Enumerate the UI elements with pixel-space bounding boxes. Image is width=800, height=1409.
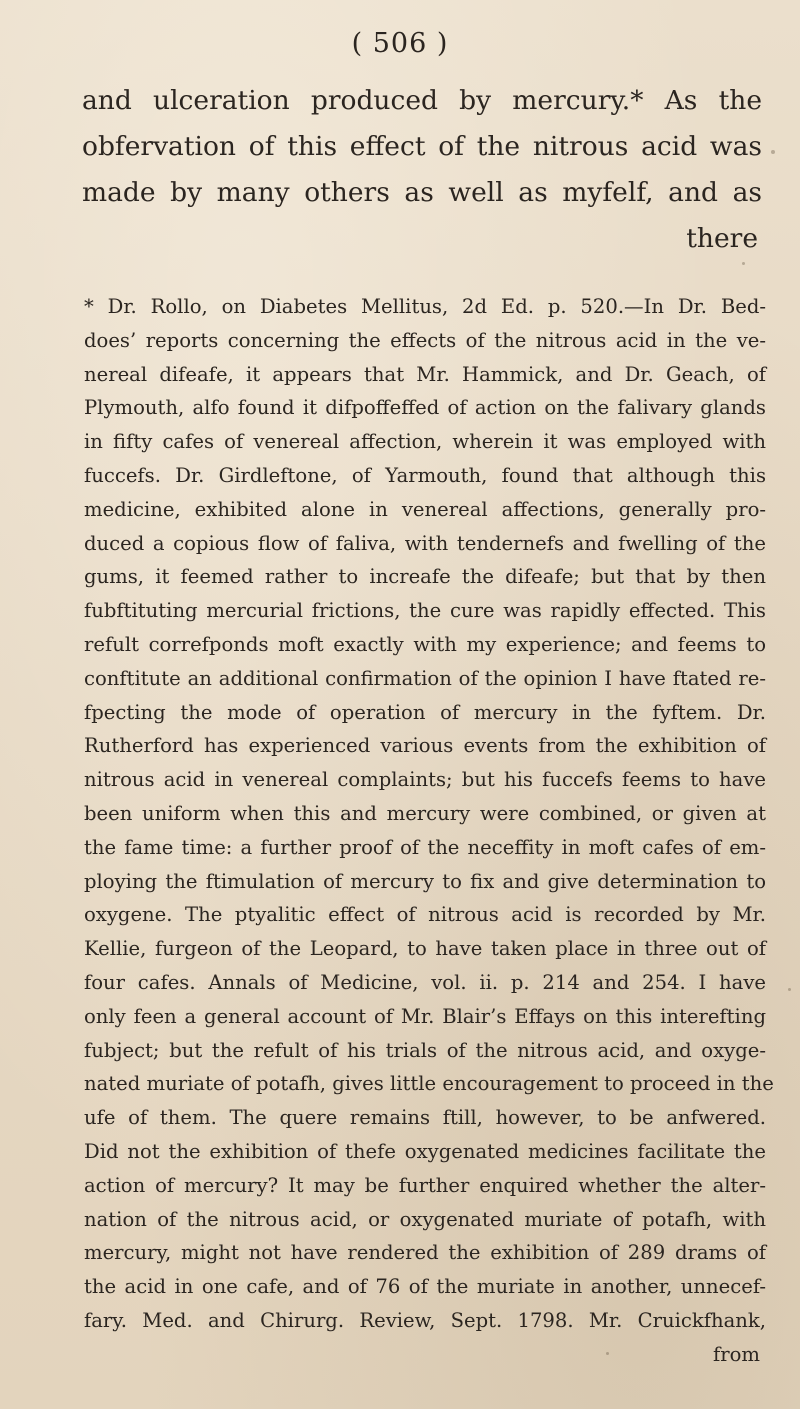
footnote-line: oxygene. The ptyalitic effect of nitrous acid is recorded by Mr.: [84, 903, 766, 927]
footnote-line: Kellie, furgeon of the Leopard, to have taken place in three out of: [84, 937, 766, 961]
footnote-line: only feen a general account of Mr. Blair’s Effays on this interefting: [84, 1004, 766, 1028]
footnote-line: fubject; but the refult of his trials of the nitrous acid, and oxyge-: [84, 1038, 766, 1062]
footnote-line: ploying the ftimulation of mercury to fix and give determination to: [84, 869, 766, 893]
footnote-line: conftitute an additional confirmation of the opinion I have ftated re-: [84, 666, 766, 690]
footnote-line: fary. Med. and Chirurg. Review, Sept. 1798. Mr. Cruickfhank,: [84, 1308, 766, 1332]
paper-speck: [771, 150, 775, 154]
footnote-line: action of mercury? It may be further enquired whether the alter-: [84, 1173, 766, 1197]
footnote-line: does’ reports concerning the effects of the nitrous acid in the ve-: [84, 328, 766, 352]
footnote-line: Rutherford has experienced various events from the exhibition of: [84, 734, 766, 758]
main-text-line: and ulceration produced by mercury.* As the: [82, 85, 762, 116]
footnote-line: Plymouth, alfo found it difpoffeffed of action on the falivary glands: [84, 396, 766, 420]
footnote-line: four cafes. Annals of Medicine, vol. ii. p. 214 and 254. I have: [84, 970, 766, 994]
footnote-line: been uniform when this and mercury were combined, or given at: [84, 801, 766, 825]
footnote-line: fpecting the mode of operation of mercury in the fyftem. Dr.: [84, 700, 766, 724]
footnote-line: Did not the exhibition of thefe oxygenated medicines facilitate the: [84, 1139, 766, 1163]
footnote-line: fubftituting mercurial frictions, the cure was rapidly effected. This: [84, 599, 766, 623]
footnote-block: [84, 290, 774, 1372]
main-text-line: obfervation of this effect of the nitrous acid was: [82, 131, 762, 162]
footnote-line: the acid in one cafe, and of 76 of the muriate in another, unnecef-: [84, 1275, 766, 1299]
footnote-line: the fame time: a further proof of the neceffity in moft cafes of em-: [84, 835, 766, 859]
footnote-line: nated muriate of potafh, gives little encouragement to proceed in the: [84, 1072, 774, 1096]
paper-speck: [788, 988, 791, 991]
main-catchword: there: [686, 223, 758, 254]
footnote-line: refult correfponds moft exactly with my experience; and feems to: [84, 632, 766, 656]
footnote-line: nation of the nitrous acid, or oxygenated muriate of potafh, with: [84, 1207, 766, 1231]
footnote-line: nereal difeafe, it appears that Mr. Hammick, and Dr. Geach, of: [84, 362, 766, 386]
paper-speck: [606, 1352, 609, 1355]
footnote-line: fuccefs. Dr. Girdleftone, of Yarmouth, found that although this: [84, 463, 766, 487]
paper-speck: [742, 262, 745, 265]
footnote-line: duced a copious flow of faliva, with tendernefs and fwelling of the: [84, 531, 766, 555]
main-text-line: made by many others as well as myfelf, and as: [82, 177, 762, 208]
footnote-line: mercury, might not have rendered the exhibition of 289 drams of: [84, 1241, 766, 1265]
footnote-catchword: from: [713, 1342, 760, 1366]
footnote-line: in fifty cafes of venereal affection, wherein it was employed with: [84, 430, 766, 454]
footnote-line: ufe of them. The quere remains ftill, however, to be anfwered.: [84, 1106, 766, 1130]
footnote-line: gums, it feemed rather to increafe the difeafe; but that by then: [84, 565, 766, 589]
main-text-block: [82, 78, 762, 262]
page-number: ( 506 ): [351, 28, 449, 59]
footnote-line: medicine, exhibited alone in venereal affections, generally pro-: [84, 497, 766, 521]
footnote-line: * Dr. Rollo, on Diabetes Mellitus, 2d Ed. p. 520.—In Dr. Bed-: [84, 295, 766, 318]
footnote-line: nitrous acid in venereal complaints; but his fuccefs feems to have: [84, 768, 766, 792]
